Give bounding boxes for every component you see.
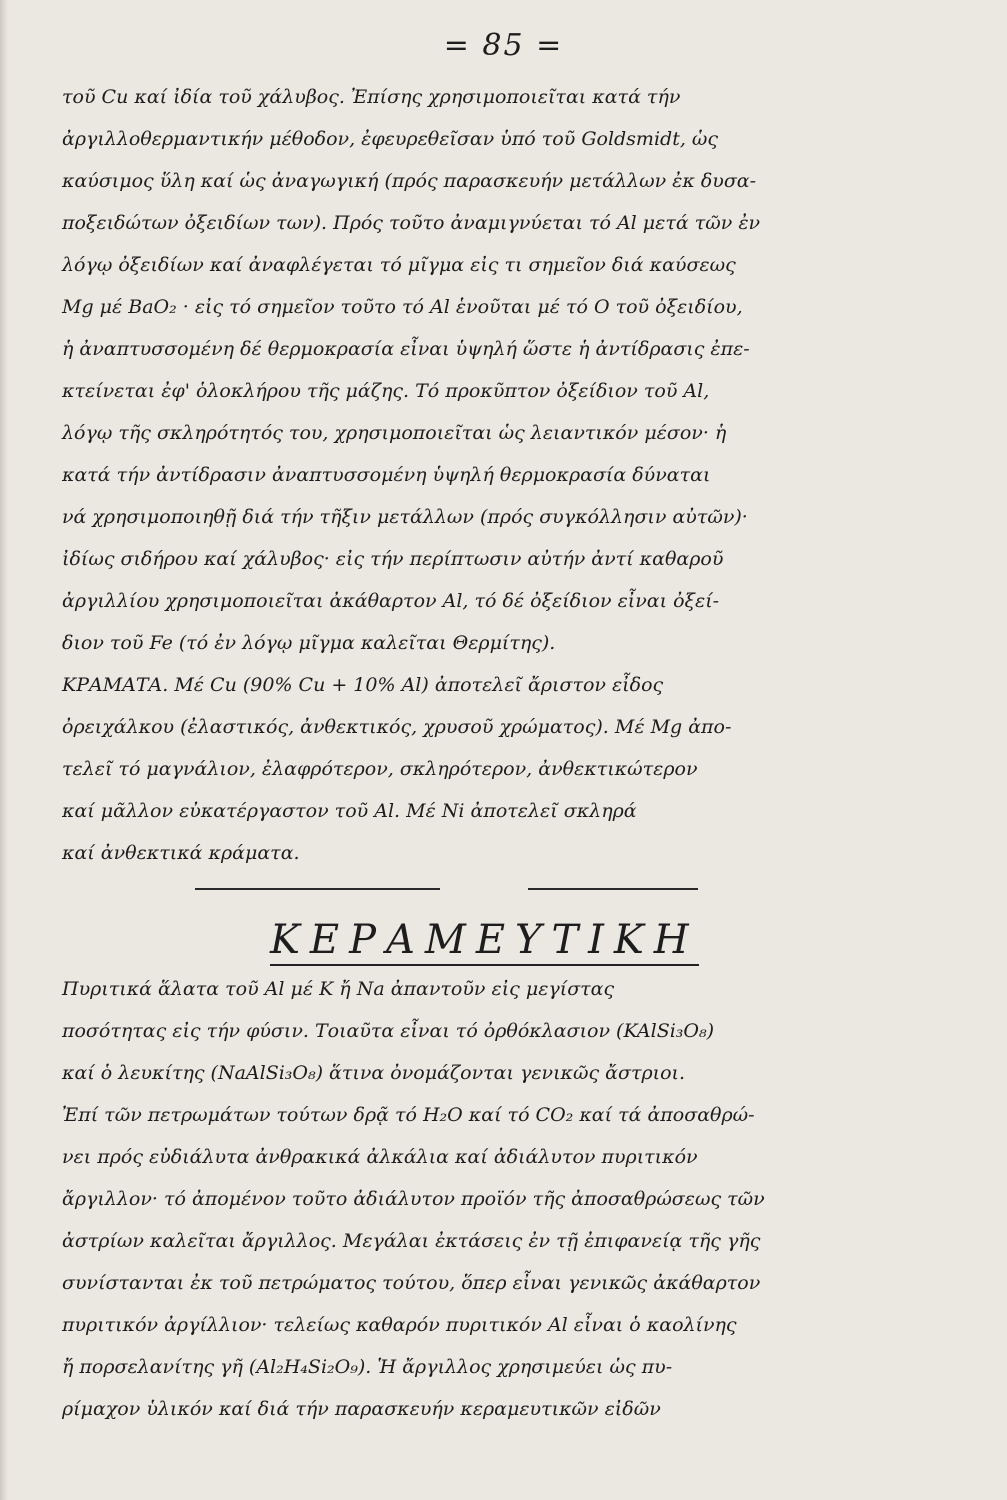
text-line: συνίστανται ἐκ τοῦ πετρώματος τούτου, ὅπερ εἶναι γενικῶς ἀκάθαρτον <box>62 1272 761 1294</box>
text-line: ποσότητας εἰς τήν φύσιν. Τοιαῦτα εἶναι τό ὀρθόκλασιον (KAlSi₃O₈) <box>62 1020 715 1042</box>
text-line: διον τοῦ Fe (τό ἐν λόγῳ μῖγμα καλεῖται Θερμίτης). <box>62 632 556 654</box>
text-line: πυριτικόν ἀργίλλιον· τελείως καθαρόν πυριτικόν Al εἶναι ὁ καολίνης <box>62 1314 737 1336</box>
text-line: ἀστρίων καλεῖται ἄργιλλος. Μεγάλαι ἐκτάσεις ἐν τῇ ἐπιφανείᾳ τῆς γῆς <box>62 1230 761 1252</box>
text-line: ἀργιλλοθερμαντικήν μέθοδον, ἐφευρεθεῖσαν ὑπό τοῦ Goldsmidt, ὡς <box>62 128 719 150</box>
separator-right <box>528 888 698 890</box>
text-line: ἰδίως σιδήρου καί χάλυβος· εἰς τήν περίπτωσιν αὐτήν ἀντί καθαροῦ <box>62 548 724 570</box>
text-line: καί ὁ λευκίτης (NaAlSi₃O₈) ἅτινα ὀνομάζονται γενικῶς ἄστριοι. <box>62 1062 686 1084</box>
alloys-heading-line: ΚΡΑΜΑΤΑ. Μέ Cu (90% Cu + 10% Al) ἀποτελεῖ ἄριστον εἶδος <box>62 674 664 696</box>
text-line: τελεῖ τό μαγνάλιον, ἐλαφρότερον, σκληρότερον, ἀνθεκτικώτερον <box>62 758 698 780</box>
section-title: ΚΕΡΑΜΕΥΤΙΚΗ <box>270 918 699 966</box>
text-line: ἀργιλλίου χρησιμοποιεῖται ἀκάθαρτον Al, τό δέ ὀξείδιον εἶναι ὀξεί- <box>62 590 720 612</box>
text-line: ὀρειχάλκου (ἐλαστικός, ἀνθεκτικός, χρυσοῦ χρώματος). Μέ Mg ἀπο- <box>62 716 732 738</box>
text-line: Mg μέ BaO₂ · εἰς τό σημεῖον τοῦτο τό Al ἑνοῦται μέ τό O τοῦ ὀξειδίου, <box>62 296 743 318</box>
text-line: νει πρός εὐδιάλυτα ἀνθρακικά ἀλκάλια καί ἀδιάλυτον πυριτικόν <box>62 1146 698 1168</box>
page-spine-shadow <box>0 0 8 1500</box>
text-line: κατά τήν ἀντίδρασιν ἀναπτυσσομένη ὑψηλή θερμοκρασία δύναται <box>62 464 711 486</box>
text-line: Ἐπί τῶν πετρωμάτων τούτων δρᾷ τό H₂O καί τό CO₂ καί τά ἀποσαθρώ- <box>62 1104 755 1126</box>
text-line: ἡ ἀναπτυσσομένη δέ θερμοκρασία εἶναι ὑψηλή ὥστε ἡ ἀντίδρασις ἐπε- <box>62 338 750 360</box>
text-line: Πυριτικά ἅλατα τοῦ Al μέ K ἤ Na ἀπαντοῦν εἰς μεγίστας <box>62 978 615 1000</box>
text-line: ἄργιλλον· τό ἀπομένον τοῦτο ἀδιάλυτον προϊόν τῆς ἀποσαθρώσεως τῶν <box>62 1188 765 1210</box>
text-line: ποξειδώτων ὀξειδίων των). Πρός τοῦτο ἀναμιγνύεται τό Al μετά τῶν ἐν <box>62 212 761 234</box>
text-line: κτείνεται ἐφ' ὁλοκλήρου τῆς μάζης. Τό προκῦπτον ὀξείδιον τοῦ Al, <box>62 380 710 402</box>
separator-left <box>195 888 440 890</box>
text-line: καύσιμος ὕλη καί ὡς ἀναγωγική (πρός παρασκευήν μετάλλων ἐκ δυσα- <box>62 170 757 192</box>
page-number: = 85 = <box>443 28 564 63</box>
text-line: νά χρησιμοποιηθῇ διά τήν τῆξιν μετάλλων (πρός συγκόλλησιν αὐτῶν)· <box>62 506 748 528</box>
text-line: καί μᾶλλον εὐκατέργαστον τοῦ Al. Μέ Ni ἀποτελεῖ σκληρά <box>62 800 637 822</box>
text-line: ἤ πορσελανίτης γῆ (Al₂H₄Si₂O₉). Ἡ ἄργιλλος χρησιμεύει ὡς πυ- <box>62 1356 673 1378</box>
text-line: ρίμαχον ὑλικόν καί διά τήν παρασκευήν κεραμευτικῶν εἰδῶν <box>62 1398 661 1420</box>
text-line: λόγῳ τῆς σκληρότητός του, χρησιμοποιεῖται ὡς λειαντικόν μέσον· ἡ <box>62 422 727 444</box>
text-line: τοῦ Cu καί ἰδία τοῦ χάλυβος. Ἐπίσης χρησιμοποιεῖται κατά τήν <box>62 86 681 108</box>
text-line: λόγῳ ὀξειδίων καί ἀναφλέγεται τό μῖγμα εἰς τι σημεῖον διά καύσεως <box>62 254 736 276</box>
text-line: καί ἀνθεκτικά κράματα. <box>62 842 300 864</box>
